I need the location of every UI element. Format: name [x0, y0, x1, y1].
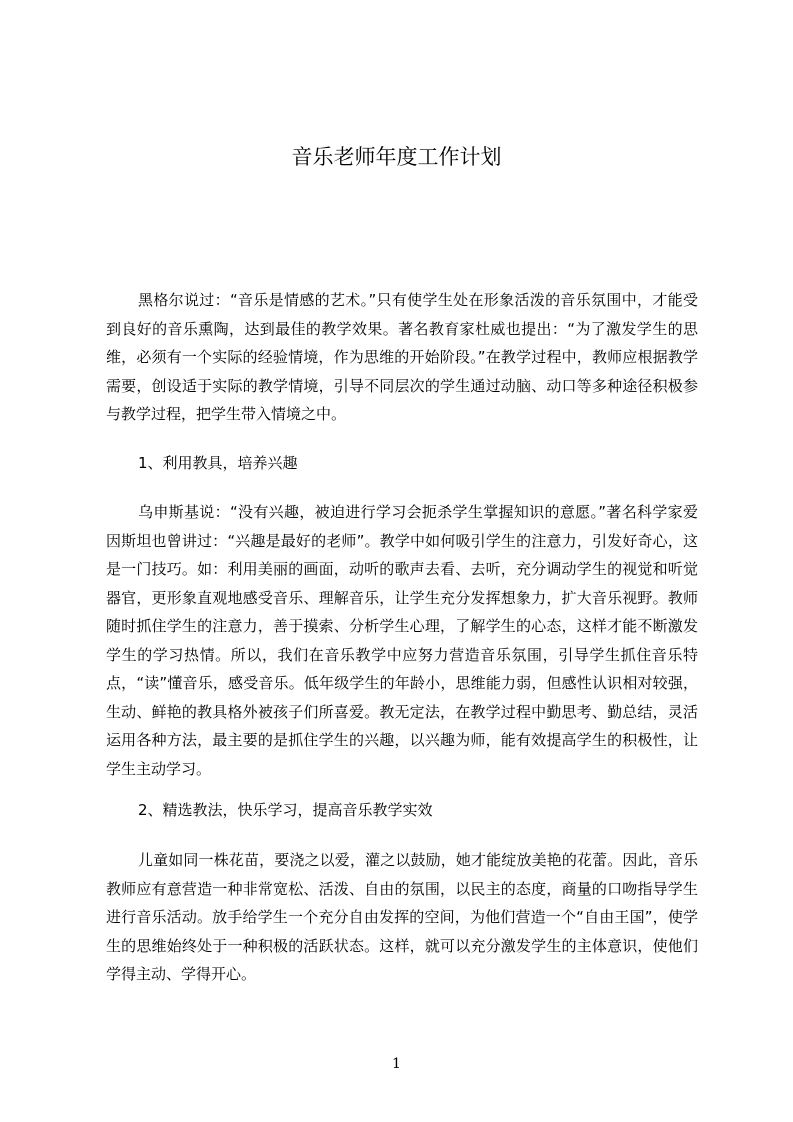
paragraph-intro: 黑格尔说过：“音乐是情感的艺术。”只有使学生处在形象活泼的音乐氛围中，才能受到良好的音乐熏陶，达到最佳的教学效果。著名教育家杜威也提出：“为了激发学生的思维，必须有一个实际的经验情境，作为思维的开始阶段。”在教学过程中，教师应根据教学需要，创设适于实际的教学情境，引导不同层次的学生通过动脑、动口等多种途径积极参与教学过程，把学生带入情境之中。 — [106, 291, 698, 423]
section-heading-1: 1、利用教具，培养兴趣 — [138, 454, 298, 472]
paragraph-section-1: 乌申斯基说：“没有兴趣，被迫进行学习会扼杀学生掌握知识的意愿。”著名科学家爱因斯坦也曾讲过：“兴趣是最好的老师”。教学中如何吸引学生的注意力，引发好奇心，这是一门技巧。如：利用美丽的画面，动听的歌声去看、去听，充分调动学生的视觉和听觉器官，更形象直观地感受音乐、理解音乐，让学生充分发挥想象力，扩大音乐视野。教师随时抓住学生的注意力，善于摸索、分析学生心理，了解学生的心态，这样才能不断激发学生的学习热情。所以，我们在音乐教学中应努力营造音乐氛围，引导学生抓住音乐特点，“读”懂音乐，感受音乐。低年级学生的年龄小，思维能力弱，但感性认识相对较强，生动、鲜艳的教具格外被孩子们所喜爱。教无定法，在教学过程中勤思考、勤总结，灵活运用各种方法，最主要的是抓住学生的兴趣，以兴趣为师，能有效提高学生的积极性，让学生主动学习。 — [106, 503, 698, 778]
page-number: 1 — [392, 1056, 401, 1072]
section-heading-2: 2、精选教法，快乐学习，提高音乐教学实效 — [138, 801, 433, 819]
page-title: 音乐老师年度工作计划 — [291, 145, 502, 169]
paragraph-section-2: 儿童如同一株花苗，要浇之以爱，灌之以鼓励，她才能绽放美艳的花蕾。因此，音乐教师应有意营造一种非常宽松、活泼、自由的氛围，以民主的态度，商量的口吻指导学生进行音乐活动。放手给学生一个充分自由发挥的空间，为他们营造一个“自由王国”，使学生的思维始终处于一种积极的活跃状态。这样，就可以充分激发学生的主体意识，使他们学得主动、学得开心。 — [106, 851, 698, 983]
